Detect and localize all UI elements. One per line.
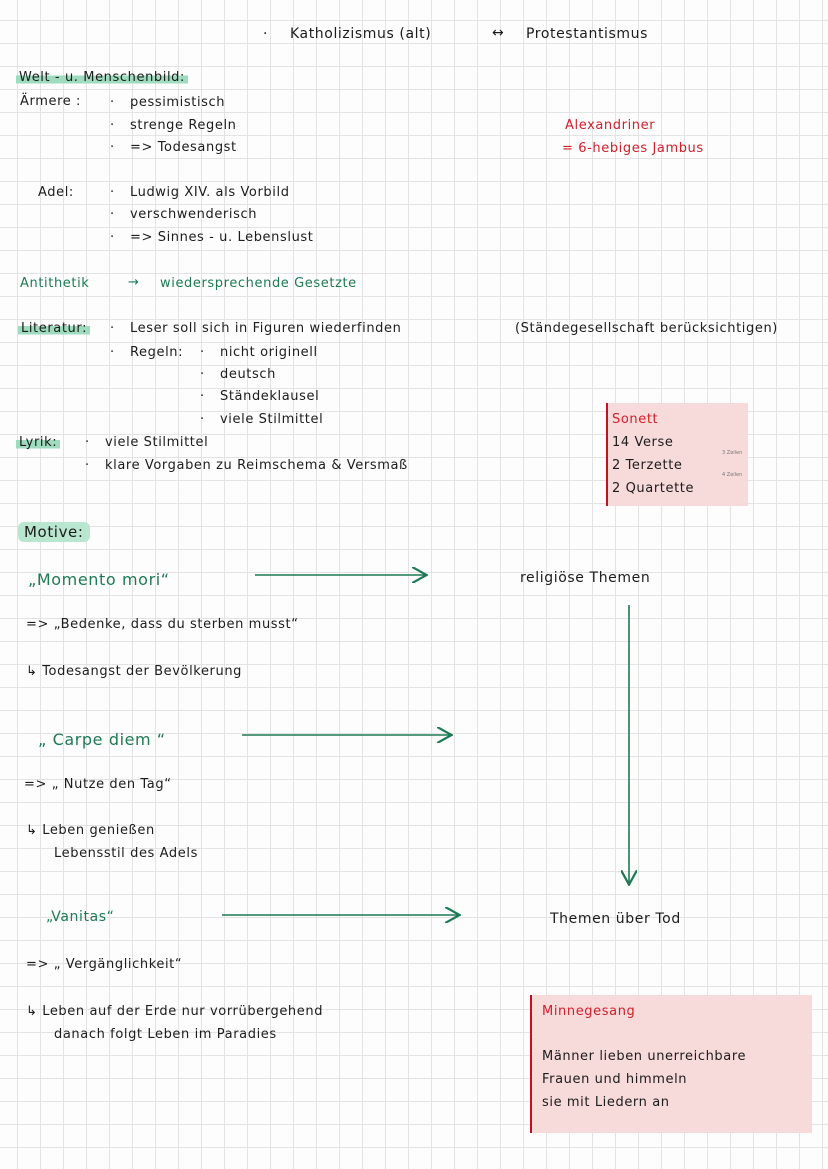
sonett-note-quartette: 4 Zeilen bbox=[722, 472, 743, 478]
header-arrow: ↔ bbox=[492, 25, 505, 41]
adel-bullet-2: · bbox=[110, 207, 115, 222]
antithetik-label: Antithetik bbox=[20, 276, 90, 291]
memento-meaning: => „Bedenke, dass du sterben musst“ bbox=[26, 617, 299, 632]
memento-title: „Momento mori“ bbox=[28, 570, 170, 589]
adel-bullet-3: · bbox=[110, 230, 115, 245]
sonett-title: Sonett bbox=[612, 412, 659, 427]
armere-item-1: pessimistisch bbox=[130, 95, 226, 110]
vanitas-explain-1: ↳ Leben auf der Erde nur vorrübergehend bbox=[26, 1004, 324, 1019]
armere-bullet-3: · bbox=[110, 140, 115, 155]
regeln-bullet-1: · bbox=[200, 345, 205, 360]
sonett-line-1: 14 Verse bbox=[612, 435, 674, 450]
adel-item-2: verschwenderisch bbox=[130, 207, 258, 222]
vanitas-meaning: => „ Vergänglichkeit“ bbox=[26, 957, 183, 972]
religious-themes: religiöse Themen bbox=[520, 570, 651, 586]
carpe-explain-2: Lebensstil des Adels bbox=[54, 846, 198, 861]
antithetik-arrow: → bbox=[128, 275, 140, 290]
lyrik-bullet-1: · bbox=[85, 435, 90, 450]
regeln-item-1: nicht originell bbox=[220, 345, 318, 360]
minnegesang-box-bar bbox=[530, 995, 532, 1133]
carpe-meaning: => „ Nutze den Tag“ bbox=[24, 777, 172, 792]
header-left: Katholizismus (alt) bbox=[290, 26, 432, 42]
vanitas-explain-2: danach folgt Leben im Paradies bbox=[54, 1027, 277, 1042]
lyrik-item-2: klare Vorgaben zu Reimschema & Versmaß bbox=[105, 458, 408, 473]
welt-title-text: Welt - u. Menschenbild: bbox=[16, 70, 188, 85]
lyrik-label-text: Lyrik: bbox=[16, 435, 60, 450]
minnegesang-title: Minnegesang bbox=[542, 1004, 636, 1019]
regeln-item-3: Ständeklausel bbox=[220, 389, 320, 404]
regeln-item-2: deutsch bbox=[220, 367, 276, 382]
lyrik-bullet-2: · bbox=[85, 458, 90, 473]
adel-item-3: => Sinnes - u. Lebenslust bbox=[130, 230, 314, 245]
regeln-bullet-4: · bbox=[200, 412, 205, 427]
adel-item-1: Ludwig XIV. als Vorbild bbox=[130, 185, 290, 200]
vanitas-title: „Vanitas“ bbox=[46, 909, 115, 925]
sonett-line-3: 2 Quartette bbox=[612, 481, 695, 496]
regeln-item-4: viele Stilmittel bbox=[220, 412, 324, 427]
lyrik-item-1: viele Stilmittel bbox=[105, 435, 209, 450]
armere-bullet-1: · bbox=[110, 95, 115, 110]
motive-title-text: Motive: bbox=[18, 522, 90, 542]
minnegesang-line-3: sie mit Liedern an bbox=[542, 1095, 670, 1110]
minnegesang-line-1: Männer lieben unerreichbare bbox=[542, 1049, 747, 1064]
alexandriner-desc: = 6-hebiges Jambus bbox=[562, 141, 704, 156]
sonett-line-2: 2 Terzette bbox=[612, 458, 683, 473]
minnegesang-line-2: Frauen und himmeln bbox=[542, 1072, 688, 1087]
sonett-note-terzette: 3 Zeilen bbox=[722, 450, 743, 456]
alexandriner-title: Alexandriner bbox=[565, 118, 656, 133]
header-bullet: · bbox=[263, 26, 269, 42]
regeln-bullet-2: · bbox=[200, 367, 205, 382]
antithetik-text: wiedersprechende Gesetzte bbox=[160, 276, 357, 291]
literatur-bullet-2: · bbox=[110, 345, 115, 360]
literatur-item-1: Leser soll sich in Figuren wiederfinden bbox=[130, 321, 402, 336]
armere-bullet-2: · bbox=[110, 118, 115, 133]
armere-label: Ärmere : bbox=[20, 94, 82, 109]
memento-explain: ↳ Todesangst der Bevölkerung bbox=[26, 664, 243, 679]
carpe-explain-1: ↳ Leben genießen bbox=[26, 823, 155, 838]
death-themes: Themen über Tod bbox=[550, 911, 681, 927]
literatur-item-1-note: (Ständegesellschaft berücksichtigen) bbox=[515, 321, 778, 336]
regeln-bullet-3: · bbox=[200, 389, 205, 404]
armere-item-2: strenge Regeln bbox=[130, 118, 237, 133]
regeln-label: Regeln: bbox=[130, 345, 184, 360]
adel-bullet-1: · bbox=[110, 185, 115, 200]
header-right: Protestantismus bbox=[526, 26, 649, 42]
literatur-label-text: Literatur: bbox=[18, 321, 90, 336]
armere-item-3: => Todesangst bbox=[130, 140, 237, 155]
carpe-title: „ Carpe diem “ bbox=[38, 730, 166, 749]
adel-label: Adel: bbox=[38, 185, 74, 200]
literatur-bullet-1: · bbox=[110, 321, 115, 336]
